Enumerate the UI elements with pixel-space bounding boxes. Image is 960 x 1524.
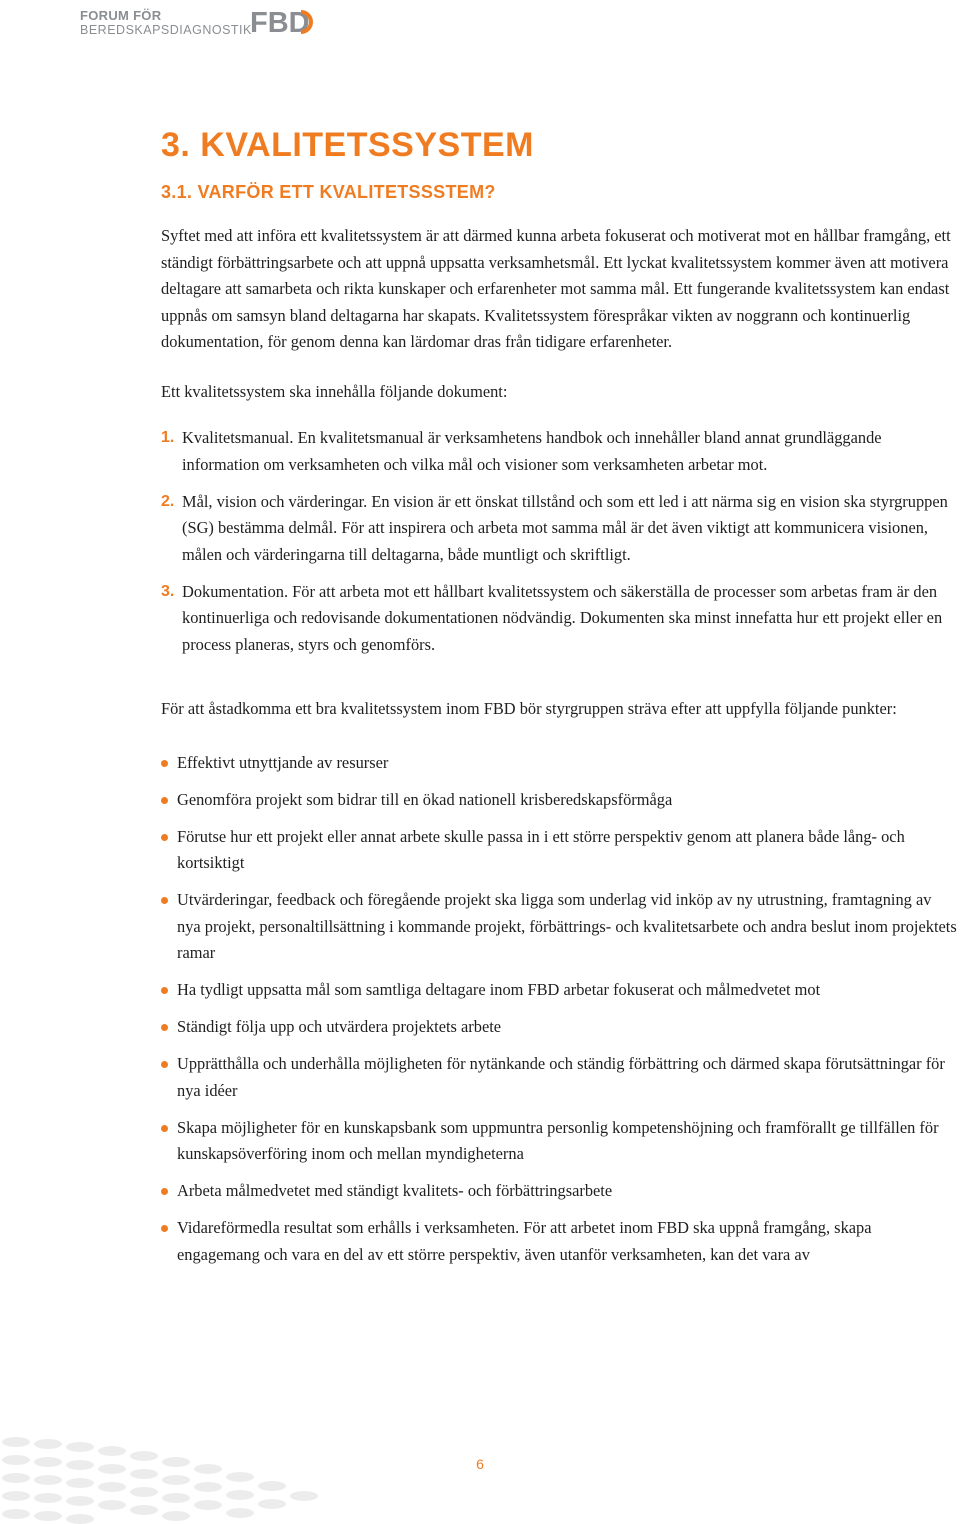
document-item (161, 425, 957, 478)
goal-text: Effektivt utnyttjande av resurser (177, 752, 389, 772)
document-number: 3. (161, 582, 175, 600)
bullet-dot-icon (161, 834, 168, 841)
goal-item (161, 787, 957, 814)
bullet-dot-icon (161, 897, 168, 904)
goals-intro: För att åstadkomma ett bra kvalitetssystem inom FBD bör styrgruppen sträva efter att uppfylla följande punkter: (161, 699, 897, 718)
document-text: Mål, vision och värderingar. En vision är ett önskat tillstånd och som ett led i att närma sig en vision ska styrgruppen (SG) bestämma delmål. För att inspirera och arbeta mot samma mål är det även viktigt att kommunicera visionen, målen och värderingarna till deltagarna, både muntligt och skriftligt. (182, 491, 948, 564)
goal-text: Förutse hur ett projekt eller annat arbete skulle passa in i ett större perspektiv genom att planera både lång- och kortsiktigt (177, 826, 905, 872)
documents-lead: Ett kvalitetssystem ska innehålla följande dokument: (161, 381, 508, 401)
document-text: Dokumentation. För att arbeta mot ett hållbart kvalitetssystem och säkerställa de processer som arbetas fram är den kontinuerliga och redovisande dokumentationen nödvändig. Dokumenten ska minst innefatta hur ett projekt eller en process planeras, styrs och genomförs. (182, 581, 943, 654)
goal-item (161, 977, 957, 1004)
decorative-wave-pattern (0, 1420, 420, 1524)
section-title: 3. KVALITETSSYSTEM (161, 126, 534, 164)
goal-item (161, 824, 957, 877)
goal-item (161, 1115, 957, 1168)
bullet-dot-icon (161, 1125, 168, 1132)
document-item (161, 489, 957, 569)
bullet-dot-icon (161, 987, 168, 994)
document-text: Kvalitetsmanual. En kvalitetsmanual är verksamhetens handbok och innehåller bland annat grundläggande information om verksamheten och vilka mål och visioner som verksamheten arbetar mot. (182, 428, 882, 474)
goal-item (161, 1014, 957, 1041)
goal-text: Arbeta målmedvetet med ständigt kvalitets- och förbättringsarbete (177, 1181, 613, 1200)
goal-text: Vidareförmedla resultat som erhålls i verksamheten. För att arbetet inom FBD ska uppnå framgång, skapa engagemang och vara en del av ett större perspektiv, även utanför verksamheten, kan det vara av (177, 1218, 872, 1264)
document-item (161, 579, 957, 659)
bullet-dot-icon (161, 1024, 168, 1031)
bullet-dot-icon (161, 760, 168, 767)
goal-text: Skapa möjligheter för en kunskapsbank som uppmuntra personlig kompetenshöjning och framförallt ge tillfällen för kunskapsöverföring inom och mellan myndigheterna (177, 1117, 939, 1163)
goals-list (161, 750, 957, 1269)
fbd-logo (250, 6, 320, 38)
goal-item (161, 887, 957, 967)
section-subtitle: 3.1. VARFÖR ETT KVALITETSSSTEM? (161, 182, 496, 202)
bullet-dot-icon (161, 1225, 168, 1232)
goal-item (161, 1178, 957, 1205)
org-name-line2: BEREDSKAPSDIAGNOSTIK (80, 23, 252, 37)
document-number: 1. (161, 429, 175, 446)
bullet-dot-icon (161, 797, 168, 804)
goal-text: Utvärderingar, feedback och föregående projekt ska ligga som underlag vid inköp av ny utrustning, framtagning av nya projekt, personaltillsättning i kommande projekt, förbättrings- och kvalitetsarbete och andra beslut inom projektets ramar (177, 890, 957, 962)
bullet-dot-icon (161, 1061, 168, 1068)
document-number: 2. (161, 492, 175, 510)
bullet-dot-icon (161, 1188, 168, 1195)
goal-text: Genomföra projekt som bidrar till en ökad nationell krisberedskapsförmåga (177, 789, 673, 809)
org-name (80, 8, 252, 38)
org-name-line1: FORUM FÖR (80, 8, 162, 23)
fbd-logo-text: FBD (250, 7, 310, 38)
documents-list (161, 425, 957, 658)
goal-text: Ha tydligt uppsatta mål som samtliga deltagare inom FBD arbetar fokuserat och målmedvetet mot (177, 980, 821, 999)
goal-item (161, 750, 957, 777)
goal-item (161, 1215, 957, 1268)
page-number: 6 (476, 1456, 484, 1472)
intro-paragraph: Syftet med att införa ett kvalitetssystem är att därmed kunna arbeta fokuserat och motiverat mot en hållbar framgång, ett ständigt förbättringsarbete och att uppnå uppsatta verksamhetsmål. Ett lyckat kvalitetssystem kommer även att motivera deltagare att samarbeta och rikta kunskaper och erfarenheter mot samma mål. Ett fungerande kvalitetssystem kan endast uppnås om samsyn bland deltagarna har skapats. Kvalitetssystem förespråkar vikten av noggrann och kontinuerlig dokumentation, för genom denna kan lärdomar dras från tidigare erfarenheter. (161, 226, 951, 351)
goal-text: Upprätthålla och underhålla möjligheten för nytänkande och ständig förbättring och därmed skapa förutsättningar för nya idéer (177, 1054, 945, 1100)
goal-text: Ständigt följa upp och utvärdera projektets arbete (177, 1017, 502, 1036)
main-content (161, 120, 957, 1279)
goal-item (161, 1051, 957, 1104)
